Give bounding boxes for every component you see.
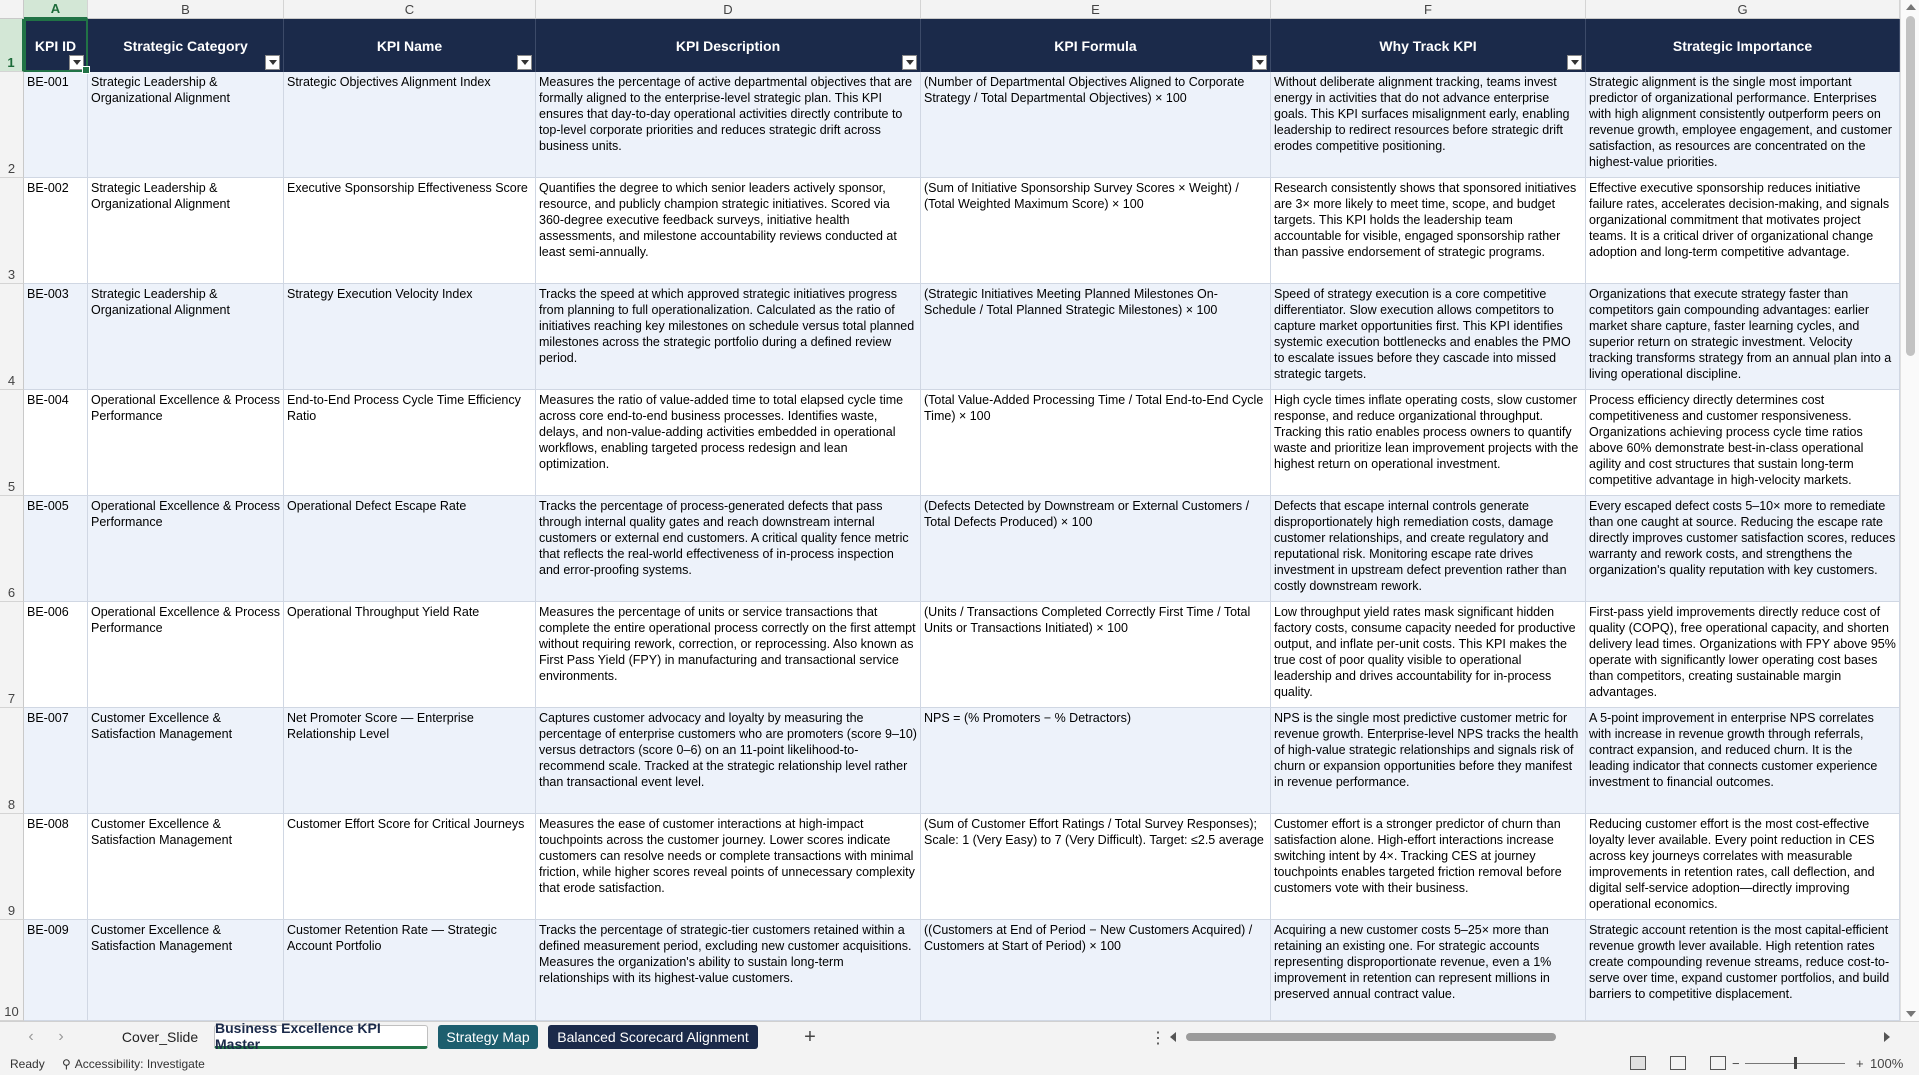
column-header-f[interactable]: F bbox=[1271, 0, 1586, 19]
cell-kpi-id[interactable]: BE-002 bbox=[24, 178, 88, 284]
next-sheet-icon[interactable]: › bbox=[58, 1028, 64, 1045]
tab-business-excellence-kpi-master[interactable]: Business Excellence KPI Master bbox=[214, 1025, 428, 1049]
cell-kpi-description[interactable]: Measures the percentage of units or service transactions that complete the entire operational process correctly on the first attempt without requiring rework, correction, or reprocessing. Also known as First Pass Yield (FPY) in manufacturing and transactional service environments. bbox=[536, 602, 921, 708]
vertical-scroll-thumb[interactable] bbox=[1906, 16, 1915, 356]
cell-kpi-formula[interactable]: NPS = (% Promoters − % Detractors) bbox=[921, 708, 1271, 814]
cell-kpi-description[interactable]: Tracks the speed at which approved strategic initiatives progress from planning to full operationalization. Calculated as the ratio of initiatives reaching key milestones on schedule versus total planned milestones across the strategic portfolio during a defined review period. bbox=[536, 284, 921, 390]
cell-kpi-description[interactable]: Measures the ease of customer interactions at high-impact touchpoints across the customer journey. Lower scores indicate customers can resolve needs or complete transactions with minimal friction, while higher scores reveal points of unnecessary complexity that erode satisfaction. bbox=[536, 814, 921, 920]
cell-strategic-importance[interactable]: A 5-point improvement in enterprise NPS correlates with increase in revenue growth through referrals, contract expansion, and reduced churn. It is the leading indicator that connects customer experience investment to financial outcomes. bbox=[1586, 708, 1900, 814]
cell-kpi-formula[interactable]: (Units / Transactions Completed Correctly First Time / Total Units or Transactions Initiated) × 100 bbox=[921, 602, 1271, 708]
row-header-9[interactable]: 9 bbox=[0, 814, 24, 920]
cell-strategic-importance[interactable]: Effective executive sponsorship reduces initiative failure rates, accelerates decision-making, and signals organizational commitment that motivates project teams. It is a critical driver of organizational change adoption and long-term competitive advantage. bbox=[1586, 178, 1900, 284]
cell-strategic-category[interactable]: Strategic Leadership & Organizational Alignment bbox=[88, 178, 284, 284]
cell-kpi-description[interactable]: Tracks the percentage of process-generated defects that pass through internal quality gates and reach downstream internal customers or external end customers. A critical quality fence metric that reflects the real-world effectiveness of in-process inspection and error-proofing systems. bbox=[536, 496, 921, 602]
cell-strategic-importance[interactable]: Every escaped defect costs 5–10× more to remediate than one caught at source. Reducing the escape rate directly improves customer satisfaction scores, reduces warranty and rework costs, and strengthens the organization's quality reputation with key customers. bbox=[1586, 496, 1900, 602]
cell-kpi-name[interactable]: Strategic Objectives Alignment Index bbox=[284, 72, 536, 178]
cell-kpi-name[interactable]: Customer Retention Rate — Strategic Account Portfolio bbox=[284, 920, 536, 1021]
cell-strategic-category[interactable]: Operational Excellence & Process Performance bbox=[88, 390, 284, 496]
cell-kpi-formula[interactable]: ((Customers at End of Period − New Customers Acquired) / Customers at Start of Period) × 100 bbox=[921, 920, 1271, 1021]
column-header-c[interactable]: C bbox=[284, 0, 536, 19]
cell-kpi-id[interactable]: BE-004 bbox=[24, 390, 88, 496]
cell-strategic-importance[interactable]: Reducing customer effort is the most cost-effective loyalty lever available. Every point reduction in CES across key journeys correlates with measurable improvements in retention rates, call deflection, and digital self-service adoption—directly improving operational economics. bbox=[1586, 814, 1900, 920]
cell-why-track-kpi[interactable]: Without deliberate alignment tracking, teams invest energy in activities that do not advance enterprise goals. This KPI surfaces misalignment early, enabling leadership to redirect resources before strategic drift erodes competitive positioning. bbox=[1271, 72, 1586, 178]
header-label: KPI ID bbox=[34, 37, 77, 54]
cell-kpi-id[interactable]: BE-001 bbox=[24, 72, 88, 178]
header-cell-kpi-name[interactable] bbox=[284, 19, 536, 72]
cell-kpi-description[interactable]: Measures the ratio of value-added time to total elapsed cycle time across core end-to-end business processes. Identifies waste, delays, and non-value-adding activities embedded in operational workflows, enabling targeted process redesign and lean optimization. bbox=[536, 390, 921, 496]
scroll-down-icon[interactable] bbox=[1906, 1011, 1916, 1017]
cell-kpi-name[interactable]: Operational Throughput Yield Rate bbox=[284, 602, 536, 708]
column-header-b[interactable]: B bbox=[88, 0, 284, 19]
cell-strategic-category[interactable]: Operational Excellence & Process Performance bbox=[88, 496, 284, 602]
cell-kpi-formula[interactable]: (Strategic Initiatives Meeting Planned Milestones On-Schedule / Total Planned Strategic Milestones) × 100 bbox=[921, 284, 1271, 390]
cell-kpi-name[interactable]: Strategy Execution Velocity Index bbox=[284, 284, 536, 390]
row-header-7[interactable]: 7 bbox=[0, 602, 24, 708]
cell-why-track-kpi[interactable]: Speed of strategy execution is a core competitive differentiator. Slow execution allows competitors to capture market opportunities first. This KPI identifies systemic execution bottlenecks and enables the PMO to escalate issues before they cascade into missed strategic targets. bbox=[1271, 284, 1586, 390]
accessibility-status[interactable] bbox=[62, 1057, 205, 1071]
cell-why-track-kpi[interactable]: Defects that escape internal controls generate disproportionately high remediation costs, damage customer relationships, and create regulatory and reputational risk. Monitoring escape rate drives investment in upstream defect prevention rather than costly downstream rework. bbox=[1271, 496, 1586, 602]
header-cell-strategic-category[interactable] bbox=[88, 19, 284, 72]
scroll-right-icon[interactable] bbox=[1884, 1032, 1890, 1042]
cell-strategic-importance[interactable]: Strategic alignment is the single most important predictor of organizational performance. Enterprises with high alignment consistently outperform peers on revenue growth, employee engagement, and customer satisfaction, as resources are concentrated on the highest-value priorities. bbox=[1586, 72, 1900, 178]
normal-view-icon[interactable] bbox=[1630, 1056, 1646, 1070]
cell-kpi-formula[interactable]: (Sum of Customer Effort Ratings / Total Survey Responses); Scale: 1 (Very Easy) to 7 (Very Difficult). Target: ≤2.5 average bbox=[921, 814, 1271, 920]
cell-strategic-importance[interactable]: First-pass yield improvements directly reduce cost of quality (COPQ), free operational capacity, and shorten delivery lead times. Organizations with FPY above 95% operate with significantly lower operating cost bases than competitors, creating sustainable margin advantages. bbox=[1586, 602, 1900, 708]
filter-dropdown-icon[interactable] bbox=[265, 55, 280, 70]
horizontal-scrollbar[interactable] bbox=[1170, 1030, 1890, 1044]
tab-balanced-scorecard-alignment[interactable]: Balanced Scorecard Alignment bbox=[548, 1025, 758, 1049]
cell-kpi-id[interactable]: BE-008 bbox=[24, 814, 88, 920]
header-label: KPI Formula bbox=[1054, 37, 1137, 54]
cell-kpi-id[interactable]: BE-006 bbox=[24, 602, 88, 708]
column-header-e[interactable]: E bbox=[921, 0, 1271, 19]
filter-dropdown-icon[interactable] bbox=[69, 55, 84, 70]
filter-dropdown-icon[interactable] bbox=[517, 55, 532, 70]
cell-kpi-formula[interactable]: (Defects Detected by Downstream or External Customers / Total Defects Produced) × 100 bbox=[921, 496, 1271, 602]
accessibility-label: Accessibility: Investigate bbox=[74, 1057, 205, 1071]
zoom-level[interactable]: 100% bbox=[1870, 1056, 1904, 1071]
filter-dropdown-icon[interactable] bbox=[902, 55, 917, 70]
cell-kpi-name[interactable]: Executive Sponsorship Effectiveness Score bbox=[284, 178, 536, 284]
row-header-1[interactable]: 1 bbox=[0, 19, 24, 72]
horizontal-scroll-thumb[interactable] bbox=[1186, 1033, 1556, 1041]
status-bar bbox=[0, 1053, 1919, 1075]
cell-kpi-name[interactable]: Net Promoter Score — Enterprise Relationship Level bbox=[284, 708, 536, 814]
cell-strategic-category[interactable]: Operational Excellence & Process Performance bbox=[88, 602, 284, 708]
tab-cover-slide[interactable]: Cover_Slide bbox=[121, 1029, 199, 1045]
page-break-preview-icon[interactable] bbox=[1710, 1056, 1726, 1070]
cell-kpi-name[interactable]: End-to-End Process Cycle Time Efficiency Ratio bbox=[284, 390, 536, 496]
row-header-8[interactable]: 8 bbox=[0, 708, 24, 814]
cell-kpi-name[interactable]: Customer Effort Score for Critical Journeys bbox=[284, 814, 536, 920]
cell-strategic-category[interactable]: Strategic Leadership & Organizational Alignment bbox=[88, 284, 284, 390]
header-cell-strategic-importance[interactable] bbox=[1586, 19, 1900, 72]
header-cell-kpi-formula[interactable] bbox=[921, 19, 1271, 72]
row-header-6[interactable]: 6 bbox=[0, 496, 24, 602]
zoom-slider-thumb[interactable] bbox=[1794, 1057, 1797, 1069]
cell-strategic-importance[interactable]: Organizations that execute strategy faster than competitors gain compounding advantages: earlier market share capture, faster learning cycles, and superior return on strategic investment. Velocity tracking transforms strategy from an annual plan into a living operational discipline. bbox=[1586, 284, 1900, 390]
header-label: KPI Description bbox=[675, 37, 781, 54]
cell-why-track-kpi[interactable]: High cycle times inflate operating costs, slow customer response, and reduce organizational throughput. Tracking this ratio enables process owners to quantify waste and prioritize lean improvement projects with the highest return on operational investment. bbox=[1271, 390, 1586, 496]
add-sheet-icon[interactable]: + bbox=[804, 1025, 816, 1048]
filter-dropdown-icon[interactable] bbox=[1567, 55, 1582, 70]
header-label: KPI Name bbox=[376, 37, 443, 54]
cell-kpi-formula[interactable]: (Sum of Initiative Sponsorship Survey Scores × Weight) / (Total Weighted Maximum Score) × 100 bbox=[921, 178, 1271, 284]
prev-sheet-icon[interactable]: ‹ bbox=[28, 1028, 34, 1045]
header-label: Strategic Category bbox=[123, 37, 248, 54]
cell-kpi-description[interactable]: Captures customer advocacy and loyalty by measuring the percentage of enterprise customers who are promoters (score 9–10) versus detractors (score 0–6) on an 11-point likelihood-to-recommend scale. Tracked at the strategic relationship level rather than transactional event level. bbox=[536, 708, 921, 814]
cell-strategic-category[interactable]: Customer Excellence & Satisfaction Management bbox=[88, 708, 284, 814]
cell-kpi-id[interactable]: BE-009 bbox=[24, 920, 88, 1021]
more-options-icon[interactable]: ⋮ bbox=[1150, 1030, 1166, 1047]
cell-why-track-kpi[interactable]: Research consistently shows that sponsored initiatives are 3× more likely to meet time, scope, and budget targets. This KPI holds the leadership team accountable for visible, engaged sponsorship rather than passive endorsement of strategic programs. bbox=[1271, 178, 1586, 284]
cell-kpi-id[interactable]: BE-003 bbox=[24, 284, 88, 390]
header-cell-kpi-description[interactable] bbox=[536, 19, 921, 72]
header-label: Why Track KPI bbox=[1379, 37, 1477, 54]
scroll-up-icon[interactable] bbox=[1906, 4, 1916, 10]
row-header-5[interactable]: 5 bbox=[0, 390, 24, 496]
accessibility-icon: ⚲ bbox=[62, 1057, 71, 1071]
zoom-in-icon[interactable]: + bbox=[1856, 1056, 1864, 1071]
header-label: Strategic Importance bbox=[1672, 37, 1813, 54]
sheet-tab-bar bbox=[0, 1021, 1919, 1053]
cell-why-track-kpi[interactable]: NPS is the single most predictive customer metric for revenue growth. Enterprise-level NPS tracks the health of high-value strategic relationships and signals risk of churn or expansion opportunities before they manifest in revenue performance. bbox=[1271, 708, 1586, 814]
scroll-left-icon[interactable] bbox=[1170, 1032, 1176, 1042]
cell-strategic-category[interactable]: Strategic Leadership & Organizational Alignment bbox=[88, 72, 284, 178]
cell-why-track-kpi[interactable]: Low throughput yield rates mask significant hidden factory costs, consume capacity needed for productive output, and inflate per-unit costs. This KPI makes the true cost of poor quality visible to operational leadership and drives accountability for in-process quality. bbox=[1271, 602, 1586, 708]
cell-why-track-kpi[interactable]: Acquiring a new customer costs 5–25× more than retaining an existing one. For strategic accounts representing disproportionate revenue, even a 1% improvement in retention can represent millions in preserved annual contract value. bbox=[1271, 920, 1586, 1021]
cell-strategic-category[interactable]: Customer Excellence & Satisfaction Management bbox=[88, 920, 284, 1021]
row-header-3[interactable]: 3 bbox=[0, 178, 24, 284]
cell-strategic-importance[interactable]: Process efficiency directly determines cost competitiveness and customer responsiveness. Organizations achieving process cycle time ratios above 60% demonstrate best-in-class operational agility and cost structures that sustain long-term competitive advantage in high-velocity markets. bbox=[1586, 390, 1900, 496]
row-header-10[interactable]: 10 bbox=[0, 920, 24, 1021]
vertical-scrollbar[interactable] bbox=[1900, 0, 1919, 1021]
cell-why-track-kpi[interactable]: Customer effort is a stronger predictor of churn than satisfaction alone. High-effort interactions increase switching intent by 4×. Tracking CES at journey touchpoints enables targeted friction removal before customers vote with their business. bbox=[1271, 814, 1586, 920]
header-cell-why-track-kpi[interactable] bbox=[1271, 19, 1586, 72]
cell-kpi-description[interactable]: Quantifies the degree to which senior leaders actively sponsor, resource, and publicly champion strategic initiatives. Scored via 360-degree executive feedback surveys, initiative health assessments, and milestone accountability reviews conducted at least semi-annually. bbox=[536, 178, 921, 284]
row-header-4[interactable]: 4 bbox=[0, 284, 24, 390]
cell-kpi-name[interactable]: Operational Defect Escape Rate bbox=[284, 496, 536, 602]
cell-kpi-id[interactable]: BE-005 bbox=[24, 496, 88, 602]
select-all-corner[interactable] bbox=[0, 0, 24, 19]
cell-strategic-category[interactable]: Customer Excellence & Satisfaction Management bbox=[88, 814, 284, 920]
column-header-d[interactable]: D bbox=[536, 0, 921, 19]
cell-kpi-id[interactable]: BE-007 bbox=[24, 708, 88, 814]
cell-kpi-formula[interactable]: (Total Value-Added Processing Time / Total End-to-End Cycle Time) × 100 bbox=[921, 390, 1271, 496]
cell-kpi-description[interactable]: Measures the percentage of active departmental objectives that are formally aligned to the enterprise-level strategic plan. This KPI ensures that day-to-day operational activities directly contribute to top-level corporate priorities and reduces strategic drift across business units. bbox=[536, 72, 921, 178]
column-header-g[interactable]: G bbox=[1586, 0, 1900, 19]
zoom-out-icon[interactable]: − bbox=[1732, 1056, 1740, 1071]
column-header-a[interactable]: A bbox=[24, 0, 88, 19]
row-header-2[interactable]: 2 bbox=[0, 72, 24, 178]
page-layout-view-icon[interactable] bbox=[1670, 1056, 1686, 1070]
cell-kpi-formula[interactable]: (Number of Departmental Objectives Aligned to Corporate Strategy / Total Departmental Objectives) × 100 bbox=[921, 72, 1271, 178]
filter-dropdown-icon[interactable] bbox=[1252, 55, 1267, 70]
tab-strategy-map[interactable]: Strategy Map bbox=[438, 1025, 538, 1049]
status-ready: Ready bbox=[10, 1057, 45, 1071]
header-cell-kpi-id[interactable] bbox=[24, 19, 88, 72]
cell-kpi-description[interactable]: Tracks the percentage of strategic-tier customers retained within a defined measurement period, excluding new customer acquisitions. Measures the organization's ability to sustain long-term relationships with its highest-value customers. bbox=[536, 920, 921, 1021]
cell-strategic-importance[interactable]: Strategic account retention is the most capital-efficient revenue growth lever available. High retention rates create compounding revenue streams, reduce cost-to-serve over time, expand customer portfolios, and build barriers to competitive displacement. bbox=[1586, 920, 1900, 1021]
